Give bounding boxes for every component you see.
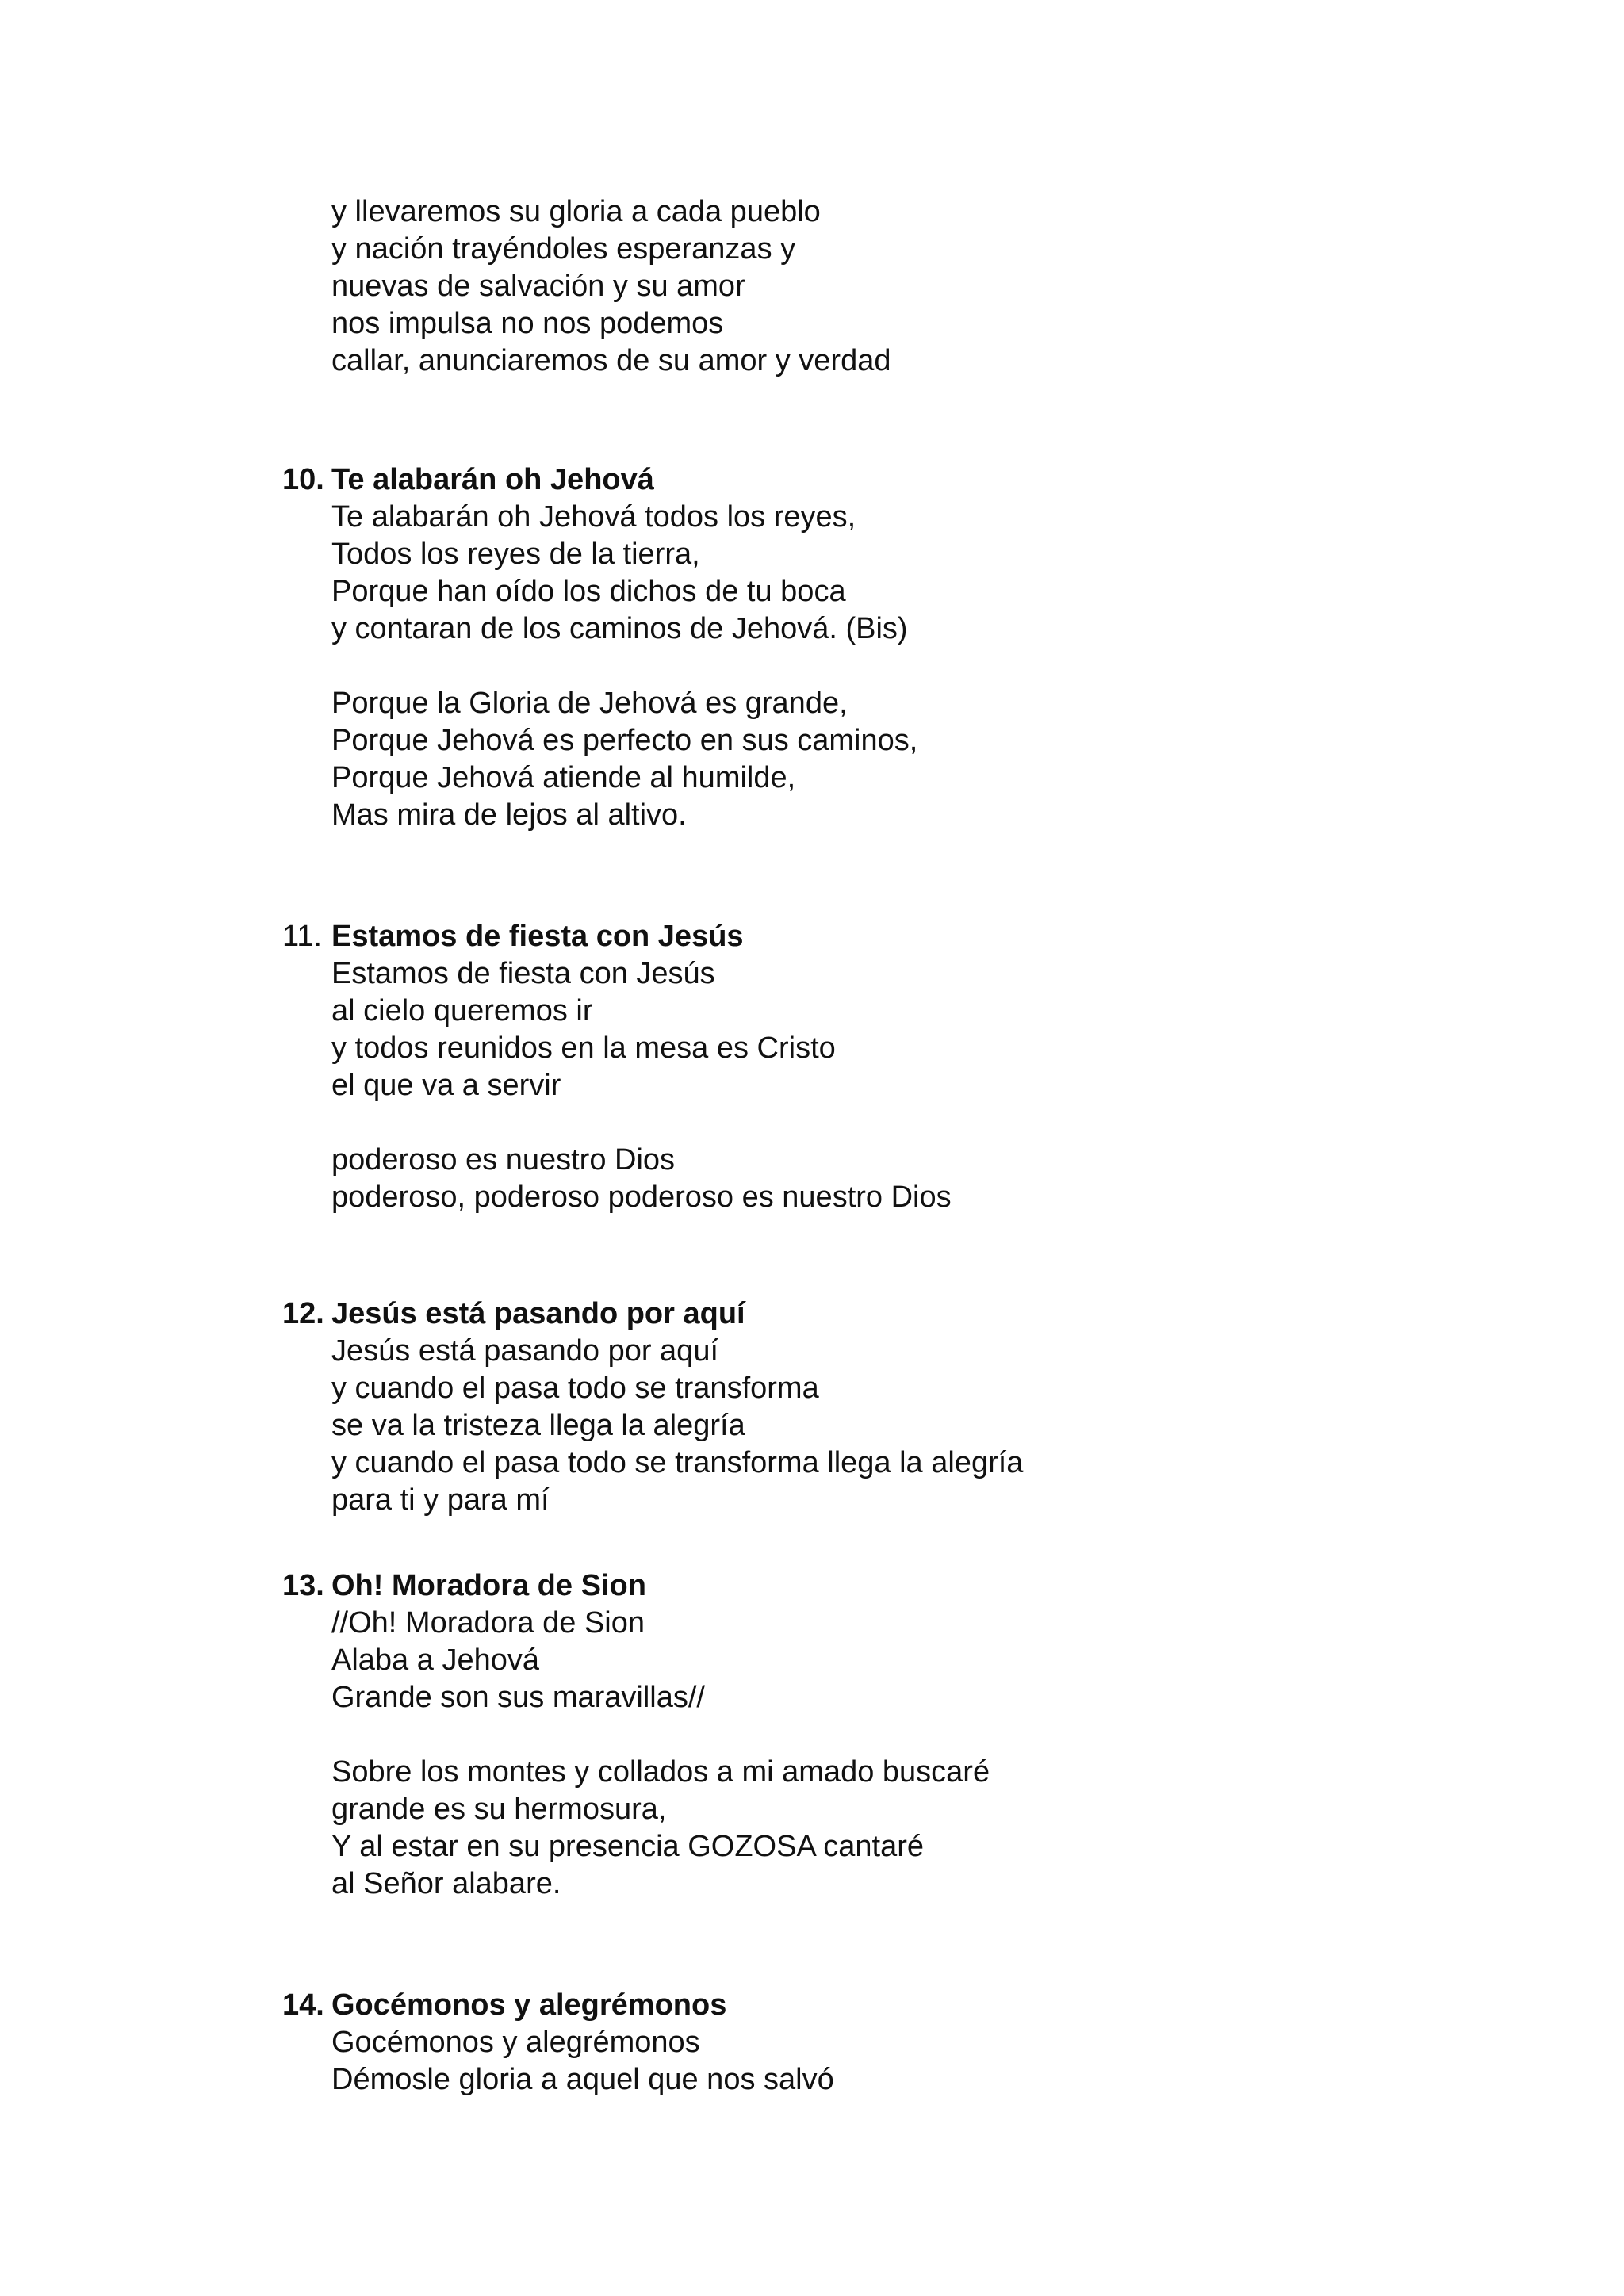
lyric-line: Gocémonos y alegrémonos [331, 2026, 700, 2059]
stanza-gap [0, 1104, 1624, 1142]
song-title: Jesús está pasando por aquí [331, 1297, 745, 1330]
lyric-line: y todos reunidos en la mesa es Cristo [331, 1031, 836, 1065]
song-number: 11. [282, 920, 323, 953]
song-10 [0, 461, 1624, 834]
lyric-line: se va la tristeza llega la alegría [331, 1409, 745, 1442]
lyric-line: Te alabarán oh Jehová todos los reyes, [331, 500, 856, 534]
song-number: 13. [282, 1569, 324, 1602]
lyric-line: para ti y para mí [331, 1483, 550, 1517]
lyric-line: y contaran de los caminos de Jehová. (Bis) [331, 612, 908, 645]
intro-stanza [0, 193, 1624, 380]
lyric-line: y cuando el pasa todo se transforma [331, 1372, 819, 1405]
lyric-line: al cielo queremos ir [331, 994, 593, 1027]
stanza-gap [0, 648, 1624, 685]
lyric-line: Mas mira de lejos al altivo. [331, 798, 687, 832]
lyric-line: callar, anunciaremos de su amor y verdad [331, 344, 891, 377]
song-title: Te alabarán oh Jehová [331, 463, 654, 496]
song-title: Gocémonos y alegrémonos [331, 1988, 727, 2022]
lyric-line: el que va a servir [331, 1069, 561, 1102]
song-title: Estamos de fiesta con Jesús [331, 920, 744, 953]
lyric-line: nos impulsa no nos podemos [331, 307, 724, 340]
lyric-line: y llevaremos su gloria a cada pueblo [331, 195, 821, 228]
lyric-line: Alaba a Jehová [331, 1644, 539, 1677]
lyric-line: grande es su hermosura, [331, 1793, 667, 1826]
song-heading [0, 918, 1624, 955]
song-heading [0, 1567, 1624, 1605]
stanza-gap [0, 1716, 1624, 1754]
lyric-line: Grande son sus maravillas// [331, 1681, 705, 1714]
lyric-line: poderoso, poderoso poderoso es nuestro Dios [331, 1181, 952, 1214]
song-number: 10. [282, 463, 324, 496]
song-number: 12. [282, 1297, 324, 1330]
lyric-line: //Oh! Moradora de Sion [331, 1606, 645, 1640]
lyric-line: Estamos de fiesta con Jesús [331, 957, 715, 990]
lyric-line: nuevas de salvación y su amor [331, 270, 745, 303]
song-11 [0, 918, 1624, 1216]
lyric-line: Démosle gloria a aquel que nos salvó [331, 2063, 834, 2096]
lyric-line: poderoso es nuestro Dios [331, 1143, 676, 1177]
song-14 [0, 1987, 1624, 2099]
lyric-line: al Señor alabare. [331, 1867, 561, 1900]
lyric-line: Porque la Gloria de Jehová es grande, [331, 687, 848, 720]
song-13 [0, 1567, 1624, 1903]
lyric-line: Todos los reyes de la tierra, [331, 538, 700, 571]
song-heading [0, 1987, 1624, 2024]
song-heading [0, 1295, 1624, 1333]
lyric-line: Sobre los montes y collados a mi amado buscaré [331, 1755, 990, 1789]
lyric-line: y nación trayéndoles esperanzas y [331, 232, 796, 266]
lyric-line: Jesús está pasando por aquí [331, 1334, 719, 1368]
song-12 [0, 1295, 1624, 1519]
song-title: Oh! Moradora de Sion [331, 1569, 646, 1602]
lyric-line: Y al estar en su presencia GOZOSA cantaré [331, 1830, 925, 1863]
lyric-line: Porque Jehová es perfecto en sus caminos, [331, 724, 918, 757]
song-heading [0, 461, 1624, 499]
lyric-line: Porque Jehová atiende al humilde, [331, 761, 796, 794]
lyric-line: y cuando el pasa todo se transforma llega la alegría [331, 1446, 1024, 1479]
lyric-line: Porque han oído los dichos de tu boca [331, 575, 846, 608]
song-number: 14. [282, 1988, 324, 2022]
